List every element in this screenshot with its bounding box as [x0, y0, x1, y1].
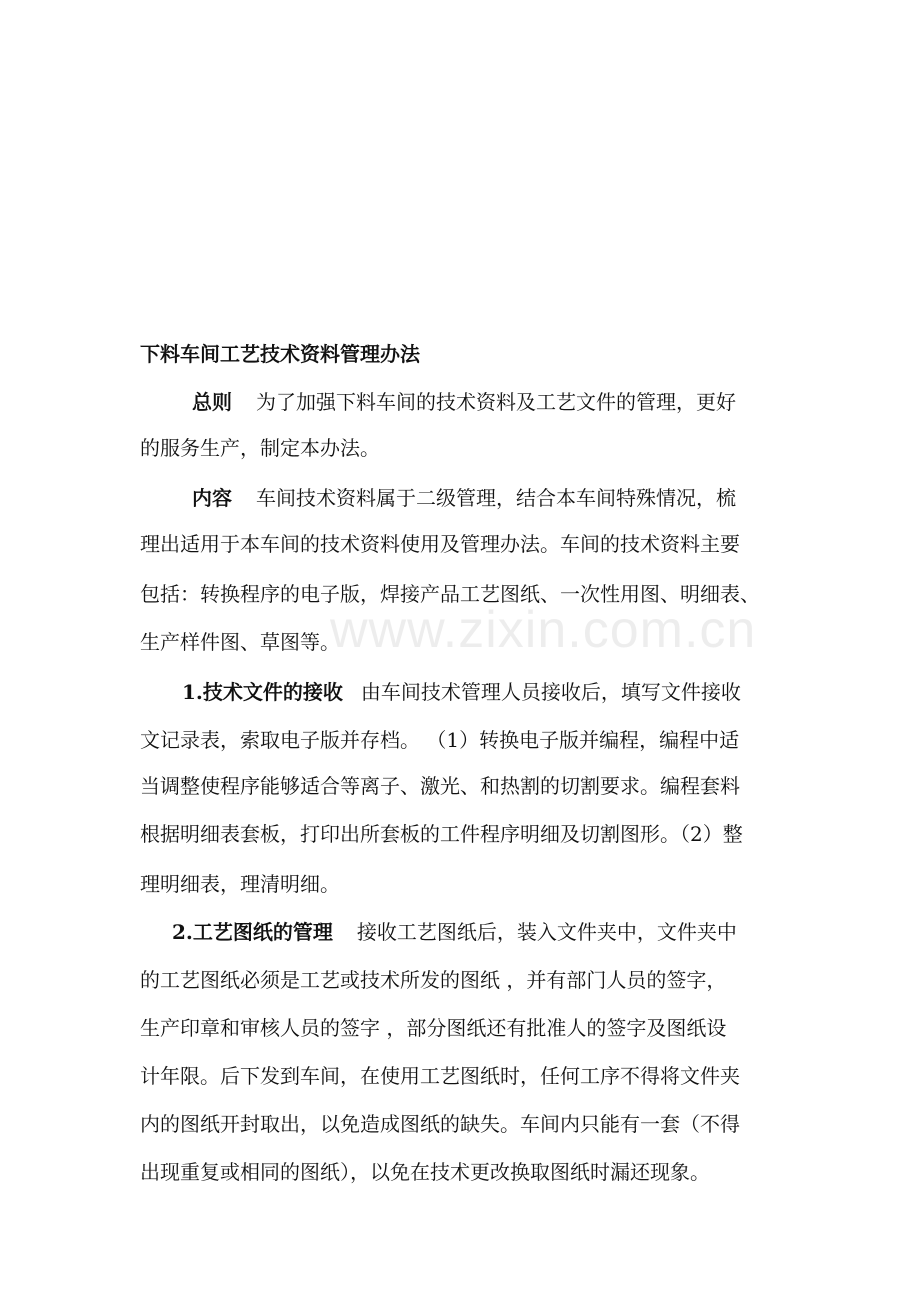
tech-files-paragraph-line-1: [182, 678, 741, 706]
content-heading: 内容: [192, 486, 232, 510]
tech-files-paragraph-line-2: 文记录表，索取电子版并存档。 （1）转换电子版并编程，编程中适: [140, 728, 740, 752]
content-paragraph-line-2: 理出适用于本车间的技术资料使用及管理办法。车间的技术资料主要: [140, 532, 740, 556]
drawings-paragraph-line-6: 出现重复或相同的图纸），以免在技术更改换取图纸时漏还现象。: [140, 1160, 710, 1184]
drawings-text: 接收工艺图纸后，装入文件夹中，文件夹中: [356, 920, 737, 944]
tech-files-paragraph-line-3: 当调整使程序能够适合等离子、激光、和热割的切割要求。编程套料: [140, 774, 740, 798]
content-paragraph-line-3: 包括：转换程序的电子版，焊接产品工艺图纸、一次性用图、明细表、: [140, 582, 760, 606]
document-title: 下料车间工艺技术资料管理办法: [140, 342, 420, 366]
general-heading: 总则: [192, 390, 232, 414]
drawings-paragraph-line-2: 的工艺图纸必须是工艺或技术所发的图纸 ，并有部门人员的签字，: [140, 968, 727, 992]
drawings-paragraph-line-5: 内的图纸开封取出，以免造成图纸的缺失。车间内只能有一套（不得: [140, 1112, 740, 1136]
general-paragraph-line-1: [192, 388, 736, 416]
tech-files-paragraph-line-4: 根据明细表套板，打印出所套板的工件程序明细及切割图形。（2）整: [140, 822, 743, 846]
tech-files-text: 由车间技术管理人员接收后，填写文件接收: [360, 680, 741, 704]
tech-files-paragraph-line-5: 理明细表，理清明细。: [140, 872, 340, 896]
content-text: 车间技术资料属于二级管理，结合本车间特殊情况，梳: [256, 486, 736, 510]
watermark: www.zixin.com.cn: [330, 601, 757, 659]
drawings-paragraph-line-1: [172, 918, 737, 946]
general-text: 为了加强下料车间的技术资料及工艺文件的管理，更好: [256, 390, 736, 414]
content-paragraph-line-4: 生产样件图、草图等。: [140, 630, 340, 654]
general-paragraph-line-2: 的服务生产，制定本办法。: [140, 436, 380, 460]
tech-files-heading: 1.技术文件的接收: [182, 680, 343, 704]
drawings-paragraph-line-4: 计年限。后下发到车间，在使用工艺图纸时，任何工序不得将文件夹: [140, 1064, 740, 1088]
content-paragraph-line-1: [192, 484, 736, 512]
drawings-paragraph-line-3: 生产印章和审核人员的签字 ，部分图纸还有批准人的签字及图纸设: [140, 1016, 727, 1040]
drawings-heading: 2.工艺图纸的管理: [172, 920, 333, 944]
